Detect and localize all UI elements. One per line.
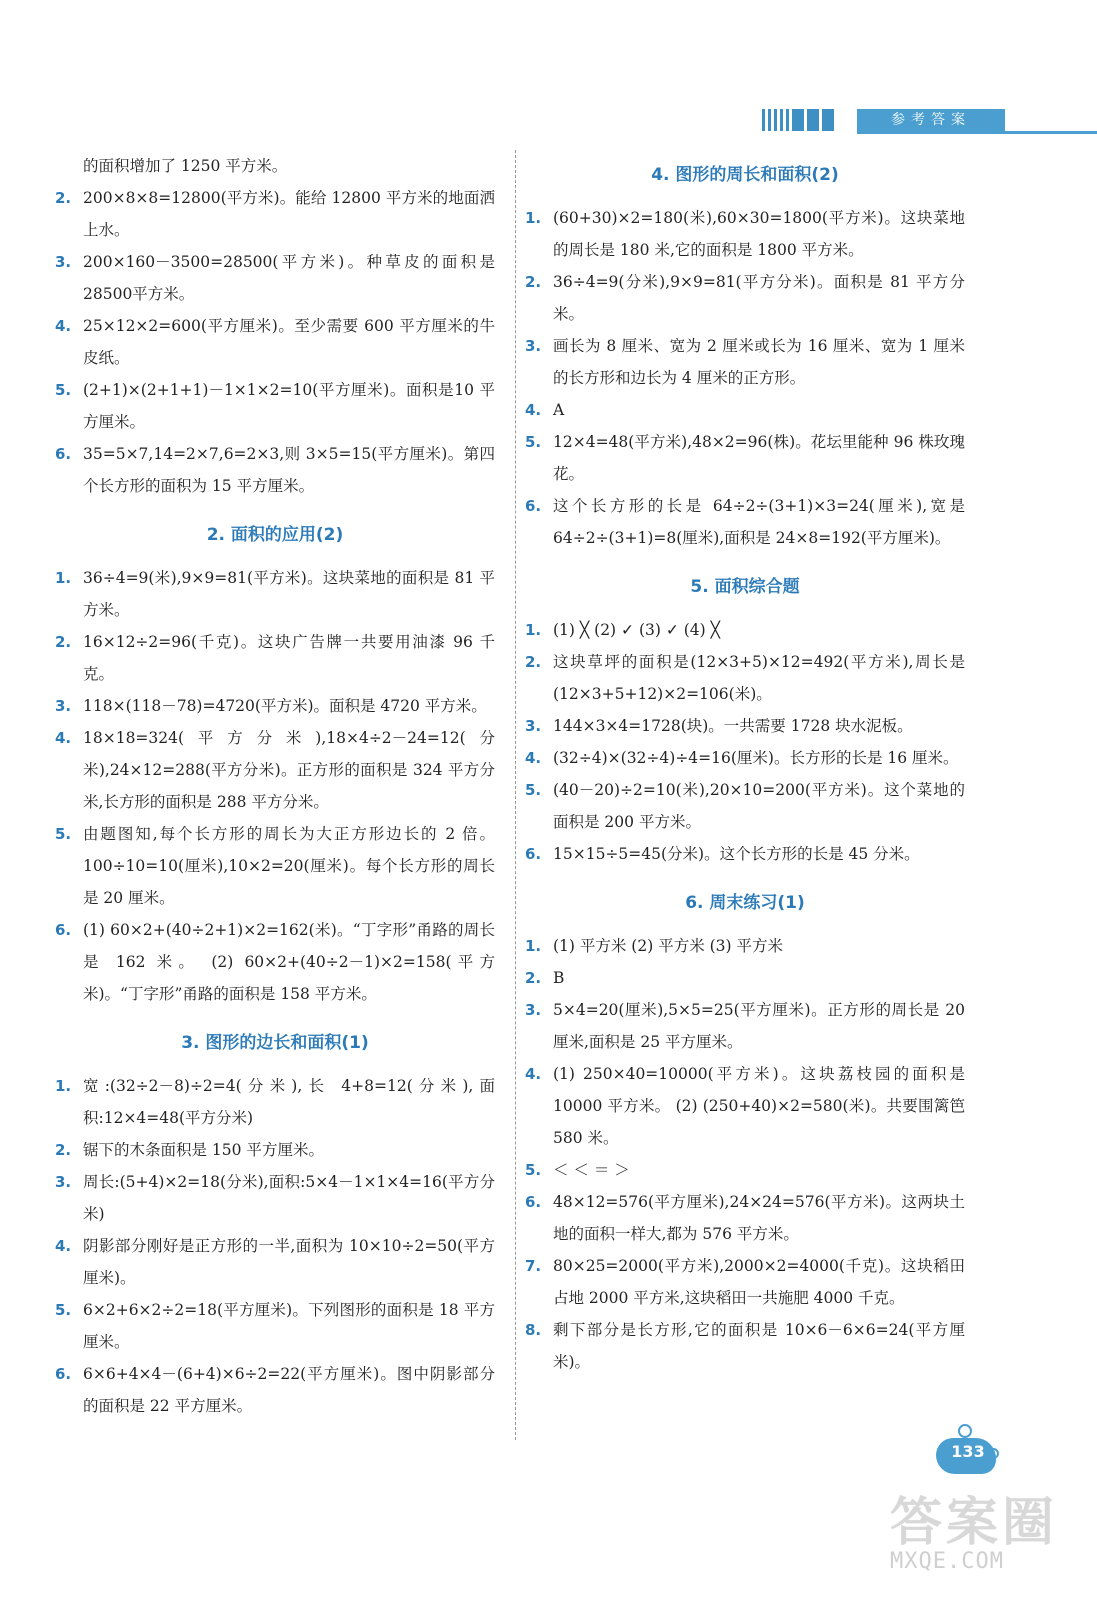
answer-number: 3. [55, 253, 72, 271]
bubble-decoration [958, 1424, 972, 1438]
answer-number: 4. [55, 317, 72, 335]
answer-item [55, 818, 495, 914]
answer-text: (40－20)÷2=10(米),20×10=200(平方米)。这个菜地的面积是 200 平方米。 [553, 781, 965, 831]
answer-item [525, 710, 965, 742]
answer-number: 1. [525, 937, 542, 955]
answer-item [55, 626, 495, 690]
answer-text: 12×4=48(平方米),48×2=96(株)。花坛里能种 96 株玫瑰花。 [553, 433, 965, 483]
answer-number: 3. [55, 1173, 72, 1191]
answer-item [55, 1294, 495, 1358]
answer-item [525, 774, 965, 838]
answer-text: 36÷4=9(分米),9×9=81(平方分米)。面积是 81 平方分米。 [553, 273, 965, 323]
answer-text: 15×15÷5=45(分米)。这个长方形的长是 45 分米。 [553, 845, 920, 863]
answer-number: 3. [525, 717, 542, 735]
answer-number: 3. [525, 337, 542, 355]
answer-text: 48×12=576(平方厘米),24×24=576(平方米)。这两块土地的面积一样大,都为 576 平方米。 [553, 1193, 965, 1243]
answer-number: 1. [55, 1077, 72, 1095]
answer-number: 4. [525, 1065, 542, 1083]
answer-item [55, 1358, 495, 1422]
answer-text: 200×8×8=12800(平方米)。能给 12800 平方米的地面洒上水。 [83, 189, 495, 239]
answer-text: (32÷4)×(32÷4)÷4=16(厘米)。长方形的长是 16 厘米。 [553, 749, 959, 767]
answer-item [525, 1186, 965, 1250]
page-number: 133 [951, 1442, 985, 1461]
answer-text: ＜ ＜ ＝ ＞ [553, 1161, 630, 1179]
answer-item [55, 690, 495, 722]
answer-text: A [553, 401, 565, 419]
answer-item [55, 374, 495, 438]
section-title: 3. 图形的边长和面积(1) [181, 1033, 369, 1053]
answer-number: 4. [525, 401, 542, 419]
answer-text: 画长为 8 厘米、宽为 2 厘米或长为 16 厘米、宽为 1 厘米的长方形和边长为 4 厘米的正方形。 [553, 337, 965, 387]
answer-text: 周长:(5+4)×2=18(分米),面积:5×4－1×1×4=16(平方分米) [83, 1173, 495, 1223]
bubble-decoration [988, 1448, 999, 1459]
answer-number: 5. [55, 825, 72, 843]
answer-text: 80×25=2000(平方米),2000×2=4000(千克)。这块稻田占地 2000 平方米,这块稻田一共施肥 4000 千克。 [553, 1257, 965, 1307]
answer-number: 5. [525, 1161, 542, 1179]
answer-item [525, 742, 965, 774]
section-title: 6. 周末练习(1) [685, 893, 805, 913]
right-column [525, 150, 965, 1378]
answer-item [55, 1230, 495, 1294]
watermark-logo: 答案圈 [890, 1493, 1059, 1553]
answer-item [525, 994, 965, 1058]
answer-item [55, 1070, 495, 1134]
answer-text: 18×18=324(平方分米),18×4÷2－24=12(分米),24×12=288(平方分米)。正方形的面积是 324 平方分米,长方形的面积是 288 平方分米。 [83, 729, 495, 811]
answer-text: 25×12×2=600(平方厘米)。至少需要 600 平方厘米的牛皮纸。 [83, 317, 495, 367]
watermark-url: MXQE.COM [890, 1549, 1004, 1574]
answer-list-6 [525, 930, 965, 1378]
answer-item [525, 202, 965, 266]
header-tab: 参考答案 [857, 109, 1005, 131]
header-bar [762, 103, 1097, 133]
answer-text: 由题图知,每个长方形的周长为大正方形边长的 2 倍。100÷10=10(厘米),10×2=20(厘米)。每个长方形的周长是 20 厘米。 [83, 825, 495, 907]
answer-number: 2. [55, 1141, 72, 1159]
answer-number: 6. [55, 1365, 72, 1383]
answer-text: 118×(118－78)=4720(平方米)。面积是 4720 平方米。 [83, 697, 487, 715]
answer-number: 5. [525, 433, 542, 451]
answer-text: 144×3×4=1728(块)。一共需要 1728 块水泥板。 [553, 717, 913, 735]
answer-text: 这块草坪的面积是(12×3+5)×12=492(平方米),周长是(12×3+5+12)×2=106(米)。 [553, 653, 965, 703]
answer-number: 6. [55, 445, 72, 463]
answer-text: (2+1)×(2+1+1)－1×1×2=10(平方厘米)。面积是10 平方厘米。 [83, 381, 495, 431]
answer-item [525, 490, 965, 554]
answer-number: 5. [525, 781, 542, 799]
header-stripes [762, 109, 834, 131]
answer-text: 35=5×7,14=2×7,6=2×3,则 3×5=15(平方厘米)。第四个长方形的面积为 15 平方厘米。 [83, 445, 495, 495]
answer-number: 8. [525, 1321, 542, 1339]
answer-item [525, 1058, 965, 1154]
answer-text: (1) 60×2+(40÷2+1)×2=162(米)。“丁字形”甬路的周长是 162 米。 (2) 60×2+(40÷2－1)×2=158(平方米)。“丁字形”甬路的面积是 158 平方米。 [83, 921, 495, 1003]
answer-item [525, 614, 965, 646]
answer-list-1 [55, 182, 495, 502]
answer-text: (1) ╳ (2) ✓ (3) ✓ (4) ╳ [553, 621, 720, 639]
answer-number: 4. [525, 749, 542, 767]
answer-number: 6. [525, 1193, 542, 1211]
answer-number: 2. [55, 189, 72, 207]
answer-item [55, 438, 495, 502]
section-title: 2. 面积的应用(2) [206, 525, 344, 545]
answer-item [525, 962, 965, 994]
answer-number: 4. [55, 1237, 72, 1255]
answer-text: 宽:(32÷2－8)÷2=4(分米),长 4+8=12(分米),面积:12×4=48(平方分米) [83, 1077, 495, 1127]
answer-number: 1. [55, 569, 72, 587]
answer-text: 16×12÷2=96(千克)。这块广告牌一共要用油漆 96 千克。 [83, 633, 495, 683]
answer-item [525, 1154, 965, 1186]
answer-item [55, 562, 495, 626]
answer-list-5 [525, 614, 965, 870]
continued-text: 的面积增加了 1250 平方米。 [83, 157, 288, 175]
answer-number: 6. [525, 845, 542, 863]
answer-number: 2. [525, 969, 542, 987]
answer-number: 3. [55, 697, 72, 715]
header-rule [857, 131, 1097, 134]
answer-item [525, 930, 965, 962]
answer-text: 6×2+6×2÷2=18(平方厘米)。下列图形的面积是 18 平方厘米。 [83, 1301, 495, 1351]
answer-text: 这个长方形的长是 64÷2÷(3+1)×3=24(厘米),宽是 64÷2÷(3+1)=8(厘米),面积是 24×8=192(平方厘米)。 [553, 497, 965, 547]
answer-number: 6. [525, 497, 542, 515]
answer-item [55, 722, 495, 818]
answer-number: 3. [525, 1001, 542, 1019]
answer-number: 1. [525, 621, 542, 639]
answer-item [55, 246, 495, 310]
answer-text: (60+30)×2=180(米),60×30=1800(平方米)。这块菜地的周长是 180 米,它的面积是 1800 平方米。 [553, 209, 965, 259]
answer-number: 5. [55, 381, 72, 399]
answer-text: 5×4=20(厘米),5×5=25(平方厘米)。正方形的周长是 20 厘米,面积是 25 平方厘米。 [553, 1001, 965, 1051]
answer-list-2 [55, 562, 495, 1010]
answer-item [525, 426, 965, 490]
answer-list-3 [55, 1070, 495, 1422]
answer-item [55, 1134, 495, 1166]
answer-text: 剩下部分是长方形,它的面积是 10×6－6×6=24(平方厘米)。 [553, 1321, 965, 1371]
answer-number: 5. [55, 1301, 72, 1319]
answer-text: 阴影部分刚好是正方形的一半,面积为 10×10÷2=50(平方厘米)。 [83, 1237, 495, 1287]
answer-text: 36÷4=9(米),9×9=81(平方米)。这块菜地的面积是 81 平方米。 [83, 569, 495, 619]
answer-text: 200×160－3500=28500(平方米)。种草皮的面积是28500平方米。 [83, 253, 495, 303]
answer-item [525, 266, 965, 330]
answer-item [525, 394, 965, 426]
answer-text: 6×6+4×4－(6+4)×6÷2=22(平方厘米)。图中阴影部分的面积是 22 平方厘米。 [83, 1365, 495, 1415]
answer-number: 7. [525, 1257, 542, 1275]
section-title: 4. 图形的周长和面积(2) [651, 165, 839, 185]
answer-text: (1) 250×40=10000(平方米)。这块荔枝园的面积是 10000 平方米。 (2) (250+40)×2=580(米)。共要围篱笆 580 米。 [553, 1065, 965, 1147]
left-column [55, 150, 495, 1422]
answer-item [55, 182, 495, 246]
watermark [890, 1480, 1090, 1590]
answer-number: 4. [55, 729, 72, 747]
answer-item [525, 838, 965, 870]
answer-number: 1. [525, 209, 542, 227]
answer-list-4 [525, 202, 965, 554]
answer-item [525, 330, 965, 394]
answer-item [525, 1314, 965, 1378]
answer-number: 6. [55, 921, 72, 939]
answer-number: 2. [55, 633, 72, 651]
answer-item [55, 1166, 495, 1230]
answer-item [525, 646, 965, 710]
answer-number: 2. [525, 653, 542, 671]
section-title: 5. 面积综合题 [690, 577, 800, 597]
answer-text: B [553, 969, 565, 987]
answer-text: 锯下的木条面积是 150 平方厘米。 [83, 1141, 324, 1159]
answer-item [55, 310, 495, 374]
answer-text: (1) 平方米 (2) 平方米 (3) 平方米 [553, 937, 784, 955]
column-divider [515, 150, 516, 1440]
answer-number: 2. [525, 273, 542, 291]
answer-item [55, 914, 495, 1010]
answer-item [525, 1250, 965, 1314]
